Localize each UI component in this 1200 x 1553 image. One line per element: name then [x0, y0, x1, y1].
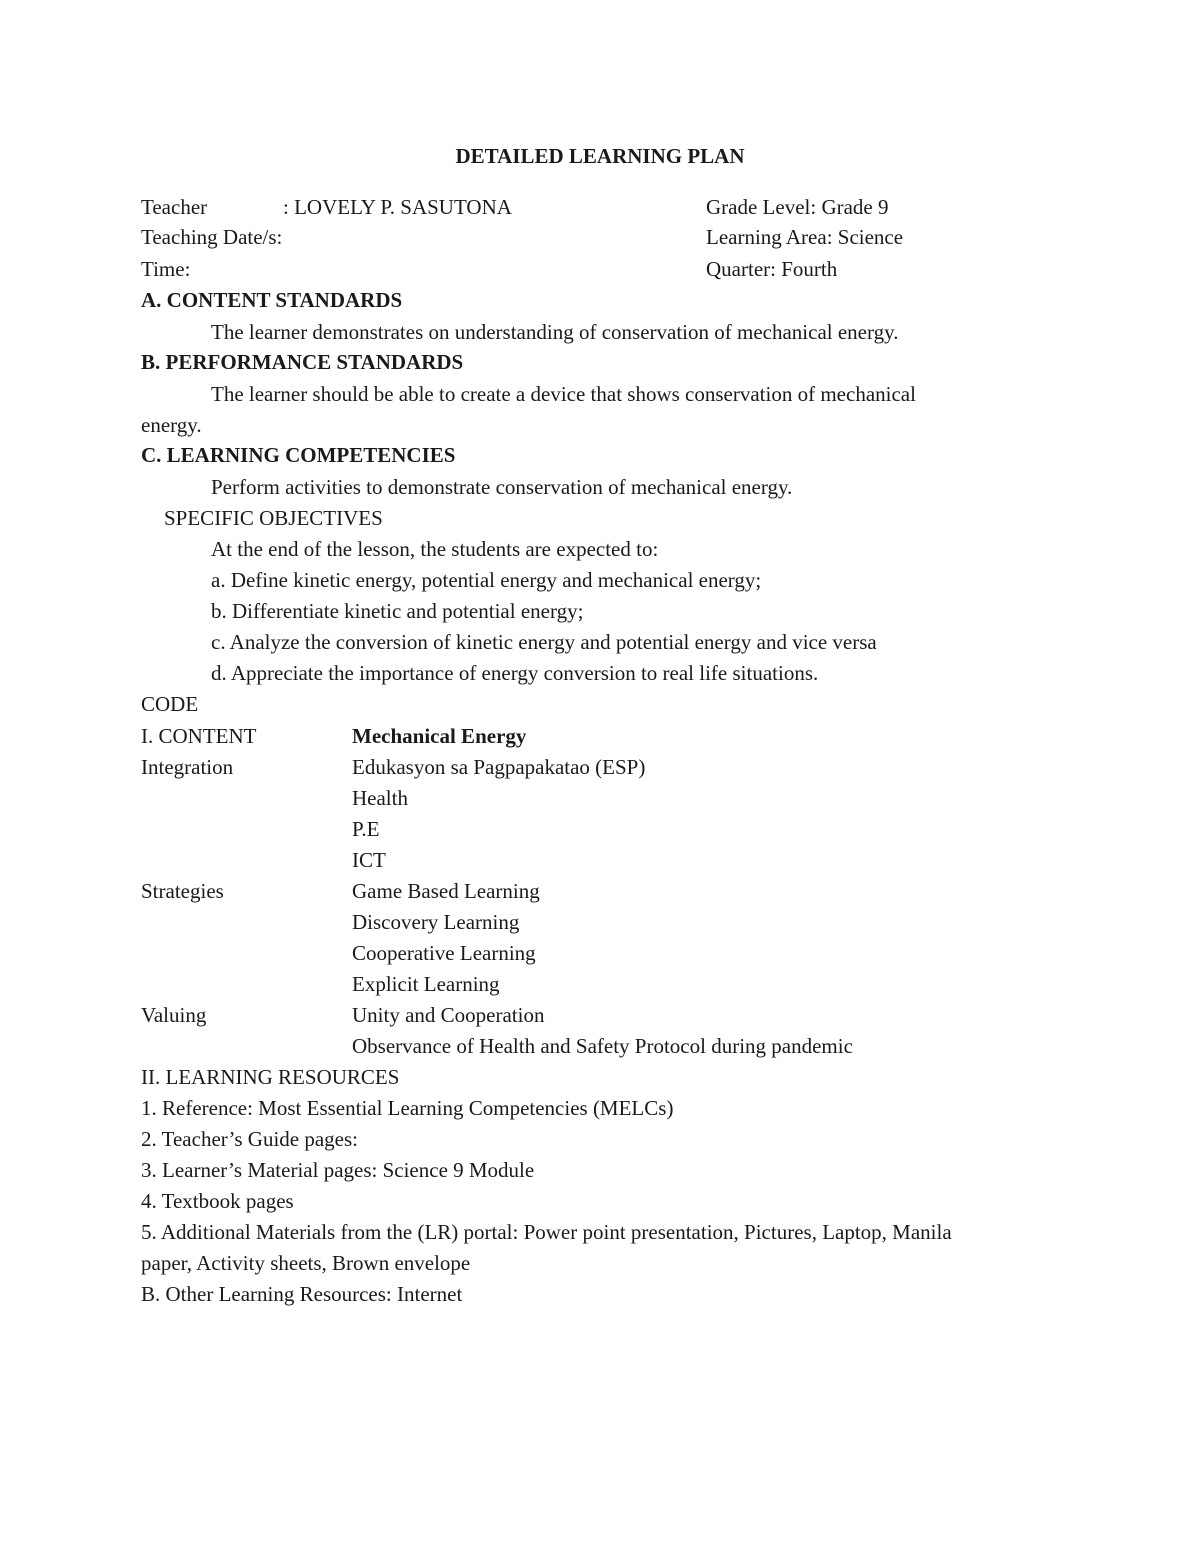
objective-item: c. Analyze the conversion of kinetic energy and potential energy and vice versa	[211, 630, 877, 654]
integration-item: Edukasyon sa Pagpapakatao (ESP)	[352, 755, 646, 779]
strategy-item: Explicit Learning	[352, 972, 500, 996]
strategy-item: Cooperative Learning	[352, 941, 536, 965]
strategy-item: Discovery Learning	[352, 910, 520, 934]
resource-item: 2. Teacher’s Guide pages:	[141, 1127, 359, 1151]
content-standards-text: The learner demonstrates on understanding of conservation of mechanical energy.	[211, 320, 899, 344]
resource-item: 5. Additional Materials from the (LR) portal: Power point presentation, Pictures, Laptop, Manila	[141, 1220, 952, 1244]
quarter: Quarter: Fourth	[706, 257, 838, 281]
resources-heading: II. LEARNING RESOURCES	[141, 1065, 400, 1089]
valuing-label: Valuing	[141, 1003, 207, 1027]
performance-standards-heading: B. PERFORMANCE STANDARDS	[141, 350, 464, 374]
integration-label: Integration	[141, 755, 234, 779]
content-standards-heading: A. CONTENT STANDARDS	[141, 288, 403, 312]
performance-standards-text-cont: energy.	[141, 413, 202, 437]
resource-item: 3. Learner’s Material pages: Science 9 Module	[141, 1158, 535, 1182]
strategy-item: Game Based Learning	[352, 879, 540, 903]
page-title: DETAILED LEARNING PLAN	[455, 144, 745, 168]
objectives-intro: At the end of the lesson, the students are expected to:	[211, 537, 659, 561]
objective-item: b. Differentiate kinetic and potential energy;	[211, 599, 584, 623]
resource-item-cont: paper, Activity sheets, Brown envelope	[141, 1251, 471, 1275]
code-label: CODE	[141, 692, 199, 716]
content-label: I. CONTENT	[141, 724, 257, 748]
teaching-dates: Teaching Date/s:	[141, 225, 283, 249]
valuing-item: Observance of Health and Safety Protocol during pandemic	[352, 1034, 853, 1058]
grade-level: Grade Level: Grade 9	[706, 195, 889, 219]
learning-area: Learning Area: Science	[706, 225, 904, 249]
content-value: Mechanical Energy	[352, 724, 527, 748]
teacher-value: : LOVELY P. SASUTONA	[283, 195, 512, 219]
resource-item: 4. Textbook pages	[141, 1189, 294, 1213]
teacher-label: Teacher	[141, 195, 208, 219]
learning-competencies-heading: C. LEARNING COMPETENCIES	[141, 443, 456, 467]
valuing-item: Unity and Cooperation	[352, 1003, 545, 1027]
objective-item: d. Appreciate the importance of energy conversion to real life situations.	[211, 661, 819, 685]
other-resources: B. Other Learning Resources: Internet	[141, 1282, 463, 1306]
learning-competencies-text: Perform activities to demonstrate conservation of mechanical energy.	[211, 475, 793, 499]
strategies-label: Strategies	[141, 879, 224, 903]
time-label: Time:	[141, 257, 191, 281]
objective-item: a. Define kinetic energy, potential energy and mechanical energy;	[211, 568, 762, 592]
specific-objectives-heading: SPECIFIC OBJECTIVES	[164, 506, 383, 530]
performance-standards-text: The learner should be able to create a device that shows conservation of mechanical	[211, 382, 916, 406]
integration-item: P.E	[352, 817, 380, 841]
resource-item: 1. Reference: Most Essential Learning Competencies (MELCs)	[141, 1096, 674, 1120]
integration-item: ICT	[352, 848, 386, 872]
integration-item: Health	[352, 786, 408, 810]
